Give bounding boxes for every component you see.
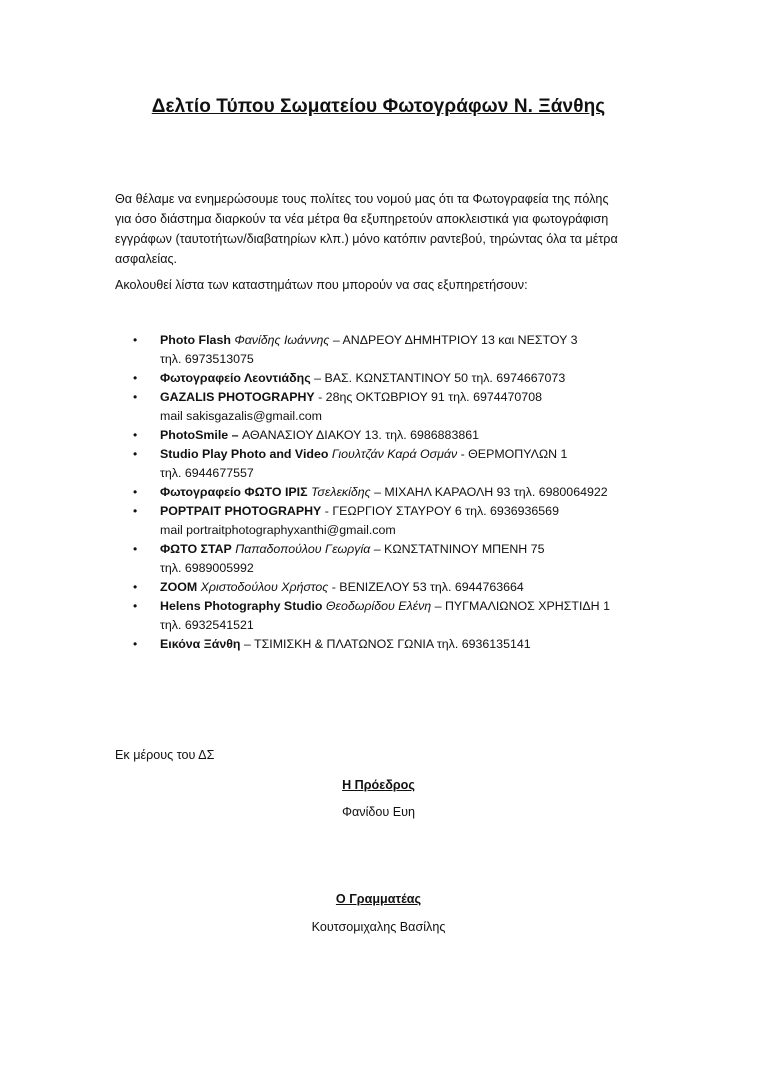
list-item (0, 331, 640, 369)
store-name: Studio Play Photo and Video (160, 447, 329, 461)
store-address: - ΓΕΩΡΓΙΟΥ ΣΤΑΥΡΟΥ 6 τηλ. 6936936569 (321, 504, 559, 518)
store-name: Photo Flash (160, 333, 231, 347)
bullet-icon: • (133, 428, 138, 442)
store-owner: Φανίδης Ιωάννης (230, 333, 330, 347)
intro-paragraph (115, 189, 655, 269)
page-title: Δελτίο Τύπου Σωματείου Φωτογράφων Ν. Ξάνθης (151, 96, 606, 117)
store-address: – ΠΥΓΜΑΛΙΩΝΟΣ ΧΡΗΣΤΙΔΗ 1 (431, 599, 610, 613)
store-name: Φωτογραφείο Λεοντιάδης (160, 371, 311, 385)
store-name: Εικόνα Ξάνθη (160, 637, 241, 651)
store-name: Φωτογραφείο ΦΩΤΟ ΙΡΙΣ (160, 485, 308, 499)
store-list (0, 331, 757, 654)
intro-line: εγγράφων (ταυτοτήτων/διαβατηρίων κλπ.) μόνο κατόπιν ραντεβού, τηρώντας όλα τα μέτρα (115, 232, 618, 246)
store-address: – ΤΣΙΜΙΣΚΗ & ΠΛΑΤΩΝΟΣ ΓΩΝΙΑ τηλ. 6936135141 (240, 637, 531, 651)
list-item (0, 445, 640, 483)
store-owner: Παπαδοπούλου Γεωργία (231, 542, 371, 556)
store-contact: τηλ. 6973513075 (160, 352, 254, 366)
store-address: - ΘΕΡΜΟΠΥΛΩΝ 1 (457, 447, 568, 461)
store-name: ZOOM (160, 580, 198, 594)
list-item (0, 426, 640, 445)
intro-line: ασφαλείας. (115, 252, 178, 266)
list-heading: Ακολουθεί λίστα των καταστημάτων που μπορούν να σας εξυπηρετήσουν: (115, 278, 528, 292)
store-contact: mail portraitphotographyxanthi@gmail.com (160, 523, 396, 537)
secretary-title: Ο Γραμματέας (335, 892, 422, 906)
store-name: Helens Photography Studio (160, 599, 323, 613)
store-address: - 28ης ΟΚΤΩΒΡΙΟΥ 91 τηλ. 6974470708 (314, 390, 542, 404)
store-contact: τηλ. 6944677557 (160, 466, 254, 480)
list-item (0, 578, 640, 597)
president-title: Η Πρόεδρος (342, 778, 415, 792)
list-item (0, 597, 640, 635)
store-address: – ΜΙΧΑΗΛ ΚΑΡΑΟΛΗ 93 τηλ. 6980064922 (370, 485, 608, 499)
store-name: GAZALIS PHOTOGRAPHY (160, 390, 315, 404)
list-item (0, 369, 640, 388)
list-item (0, 483, 640, 502)
bullet-icon: • (133, 599, 138, 613)
bullet-icon: • (133, 504, 138, 518)
list-item (0, 388, 640, 426)
store-owner: Γιουλτζάν Καρά Οσμάν (328, 447, 458, 461)
bullet-icon: • (133, 371, 138, 385)
on-behalf-text: Εκ μέρους του ΔΣ (115, 748, 215, 762)
bullet-icon: • (133, 333, 138, 347)
bullet-icon: • (133, 637, 138, 651)
bullet-icon: • (133, 542, 138, 556)
store-owner: Θεοδωρίδου Ελένη (322, 599, 432, 613)
store-owner: Χριστοδούλου Χρήστος (197, 580, 329, 594)
list-item (0, 540, 640, 578)
store-contact: τηλ. 6989005992 (160, 561, 254, 575)
bullet-icon: • (133, 447, 138, 461)
store-address: – ΒΑΣ. ΚΩΝΣΤΑΝΤΙΝΟΥ 50 τηλ. 6974667073 (310, 371, 566, 385)
store-name: ΡΟΡΤΡΑΙΤ PHOTOGRAPHY (160, 504, 322, 518)
president-name: Φανίδου Ευη (341, 805, 416, 819)
bullet-icon: • (133, 485, 138, 499)
secretary-name: Κουτσομιχαλης Βασίλης (311, 920, 446, 934)
store-contact: τηλ. 6932541521 (160, 618, 254, 632)
bullet-icon: • (133, 580, 138, 594)
list-item (0, 635, 640, 654)
store-address: - ΒΕΝΙΖΕΛΟΥ 53 τηλ. 6944763664 (328, 580, 524, 594)
store-owner: Τσελεκίδης (307, 485, 371, 499)
store-contact: mail sakisgazalis@gmail.com (160, 409, 322, 423)
store-address: – ΚΩΝΣΤΑΤΝΙΝΟΥ ΜΠΕΝΗ 75 (370, 542, 545, 556)
store-address: ΑΘΑΝΑΣΙΟΥ ΔΙΑΚΟΥ 13. τηλ. 6986883861 (238, 428, 480, 442)
intro-line: για όσο διάστημα διαρκούν τα νέα μέτρα θα εξυπηρετούν αποκλειστικά για φωτογράφιση (115, 212, 609, 226)
store-name: PhotoSmile – (160, 428, 239, 442)
store-address: – ΑΝΔΡΕΟΥ ΔΗΜΗΤΡΙΟΥ 13 και ΝΕΣΤΟΥ 3 (329, 333, 578, 347)
store-name: ΦΩΤΟ ΣΤΑΡ (160, 542, 232, 556)
intro-line: Θα θέλαμε να ενημερώσουμε τους πολίτες του νομού μας ότι τα Φωτογραφεία της πόλης (115, 192, 609, 206)
list-item (0, 502, 640, 540)
bullet-icon: • (133, 390, 138, 404)
